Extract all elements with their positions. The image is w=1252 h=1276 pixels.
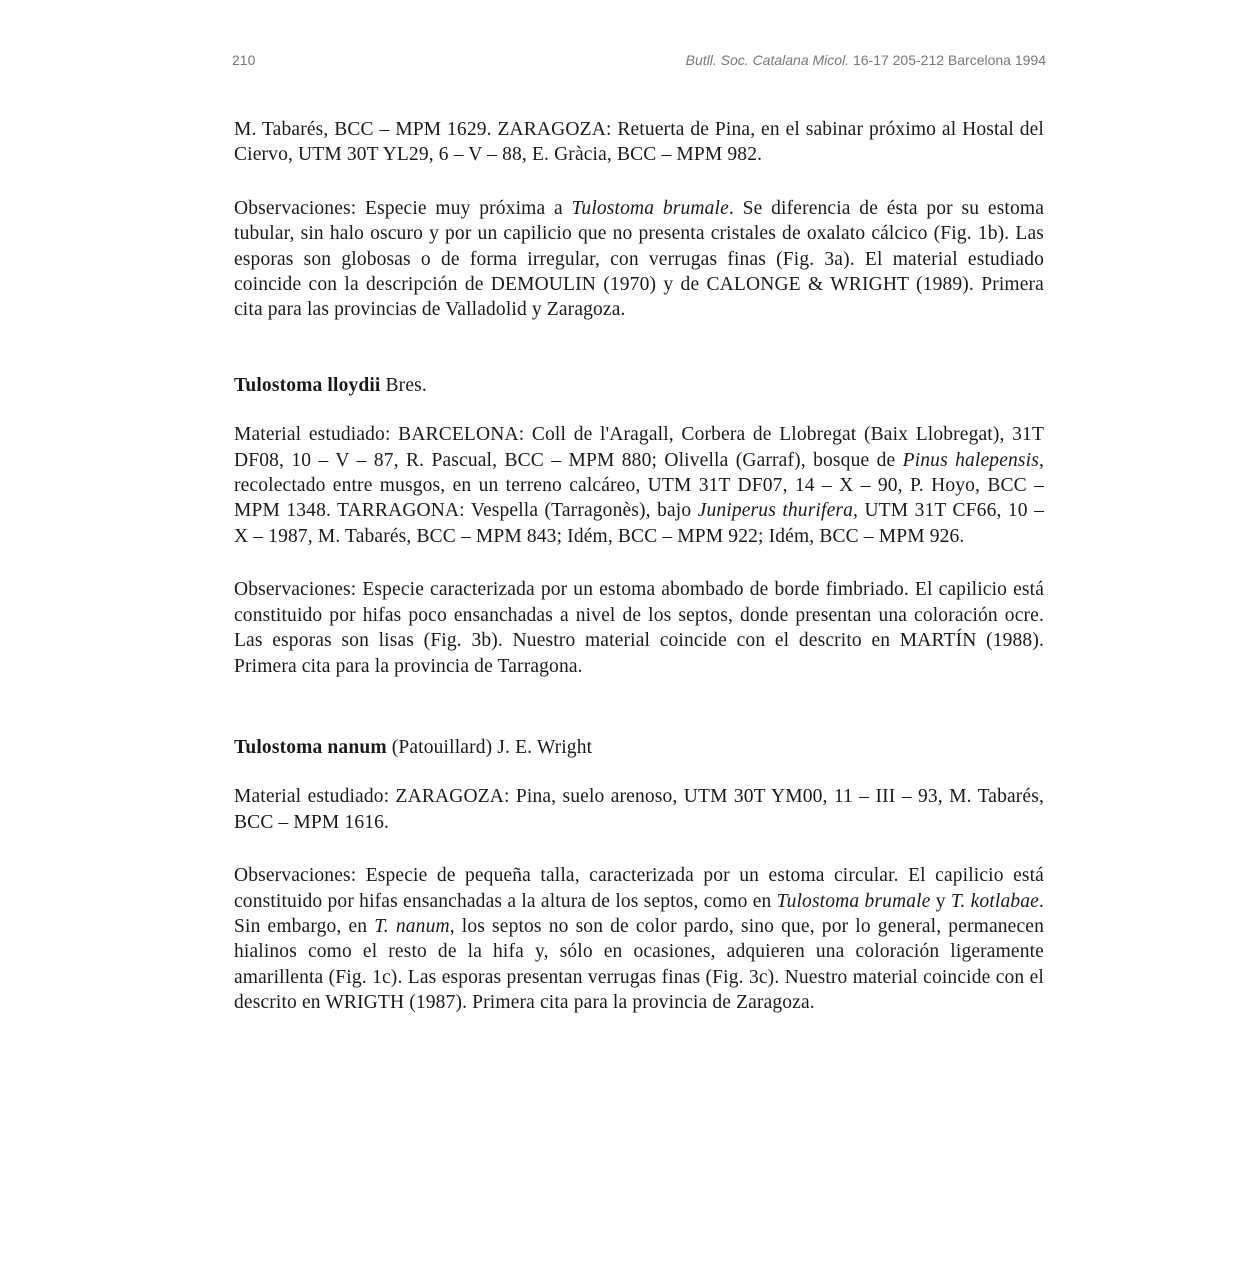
volume-pages: 16-17 205-212 Barcelona 1994 [852,52,1046,68]
text-run: . Sin embargo, en [234,890,1044,937]
material-paragraph-3 [234,784,1044,835]
text-run: y [930,890,951,912]
text-run: . Se diferencia de ésta por su estoma tubular, sin halo oscuro y por un capilicio que no presenta cristales de oxalato cálcico (Fig. 1b). Las esporas son globosas o de forma irregular, con verrugas finas (Fig. 3a). El material estudiado coincide con la descripción de DEMOULIN (1970) y de CALONGE & WRIGHT (1989). Primera cita para las provincias de Valladolid y Zaragoza. [234,197,1044,321]
journal-name: Butll. Soc. Catalana Micol. [685,52,850,68]
observations-paragraph-2: Observaciones: Especie caracterizada por un estoma abombado de borde fimbriado. El capilicio está constituido por hifas poco ensanchadas a nivel de los septos, donde presentan una coloración ocre. Las esporas son lisas (Fig. 3b). Nuestro material coincide con el descrito en MARTÍN (1988). Primera cita para la provincia de Tarragona. [234,579,1044,677]
text-run: : Retuerta de Pina, en el sabinar próximo al Hostal del Ciervo, UTM 30T YL29, 6 – V – 88, E. Gràcia, BCC – MPM 982. [234,119,1044,166]
text-run: Observaciones: Especie muy próxima a [234,197,572,219]
species-author: (Patouillard) J. E. Wright [386,736,593,758]
text-run: : Pina, suelo arenoso, UTM 30T YM00, 11 – III – 93, M. Tabarés, BCC – MPM 1616. [234,786,1044,833]
text-run: Material estudiado: [234,424,399,446]
page-number: 210 [232,52,256,68]
text-run: : Vespella (Tarragonès), bajo [459,500,698,522]
locality-province: TARRAGONA [337,500,460,522]
text-run: , recolectado entre musgos, en un terreno calcáreo, UTM 31T DF07, 14 – X – 90, P. Hoyo, BCC – MPM 1348. [234,449,1044,522]
species-italic: Tulostoma brumale [776,890,931,912]
species-italic: Juniperus thurifera [697,500,854,522]
locality-province: ZARAGOZA [497,119,606,140]
text-run: , UTM 31T CF66, 10 – X – 1987, M. Tabarés, BCC – MPM 843; Idém, BCC – MPM 922; Idém, BCC – MPM 926. [234,500,1045,547]
observations-paragraph-1 [234,196,1044,323]
species-heading-nanum [234,735,1044,760]
text-run: M. Tabarés, BCC – MPM 1629. [234,119,498,140]
observations-paragraph-3 [234,863,1044,1015]
text-run: Material estudiado: [234,786,396,808]
species-italic: T. kotlabae [950,890,1039,912]
text-run: Observaciones: Especie de pequeña talla, caracterizada por un estoma circular. El capilicio está constituido por hifas ensanchadas a la altura de los septos, como en [234,865,1044,912]
journal-reference [686,52,1046,68]
material-paragraph-2 [234,422,1044,549]
locality-province: ZARAGOZA [395,786,504,808]
species-name: Tulostoma nanum [234,736,387,758]
running-header [232,52,1046,72]
text-run: , los septos no son de color pardo, sino que, por lo general, permanecen hialinos como el resto de la hifa y, sólo en ocasiones, adquieren una coloración ligeramente amarillenta (Fig. 1c). Las esporas presentan verrugas finas (Fig. 3c). Nuestro material coincide con el descrito en WRIGTH (1987). Primera cita para la provincia de Zaragoza. [234,915,1044,1014]
species-italic: Tulostoma brumale [571,197,729,219]
text-run: : Coll de l'Aragall, Corbera de Llobregat (Baix Llobregat), 31T DF08, 10 – V – 87, R. Pascual, BCC – MPM 880; Olivella (Garraf), bosque de [234,424,1044,471]
species-italic: T. nanum [374,915,450,937]
locality-province: BARCELONA [398,424,519,446]
species-author: Bres. [380,374,427,396]
species-name: Tulostoma lloydii [234,374,381,396]
material-paragraph-1 [234,117,1044,168]
species-italic: Pinus halepensis [902,449,1039,471]
article-body [234,117,1044,1016]
species-heading-lloydii [234,373,1044,398]
